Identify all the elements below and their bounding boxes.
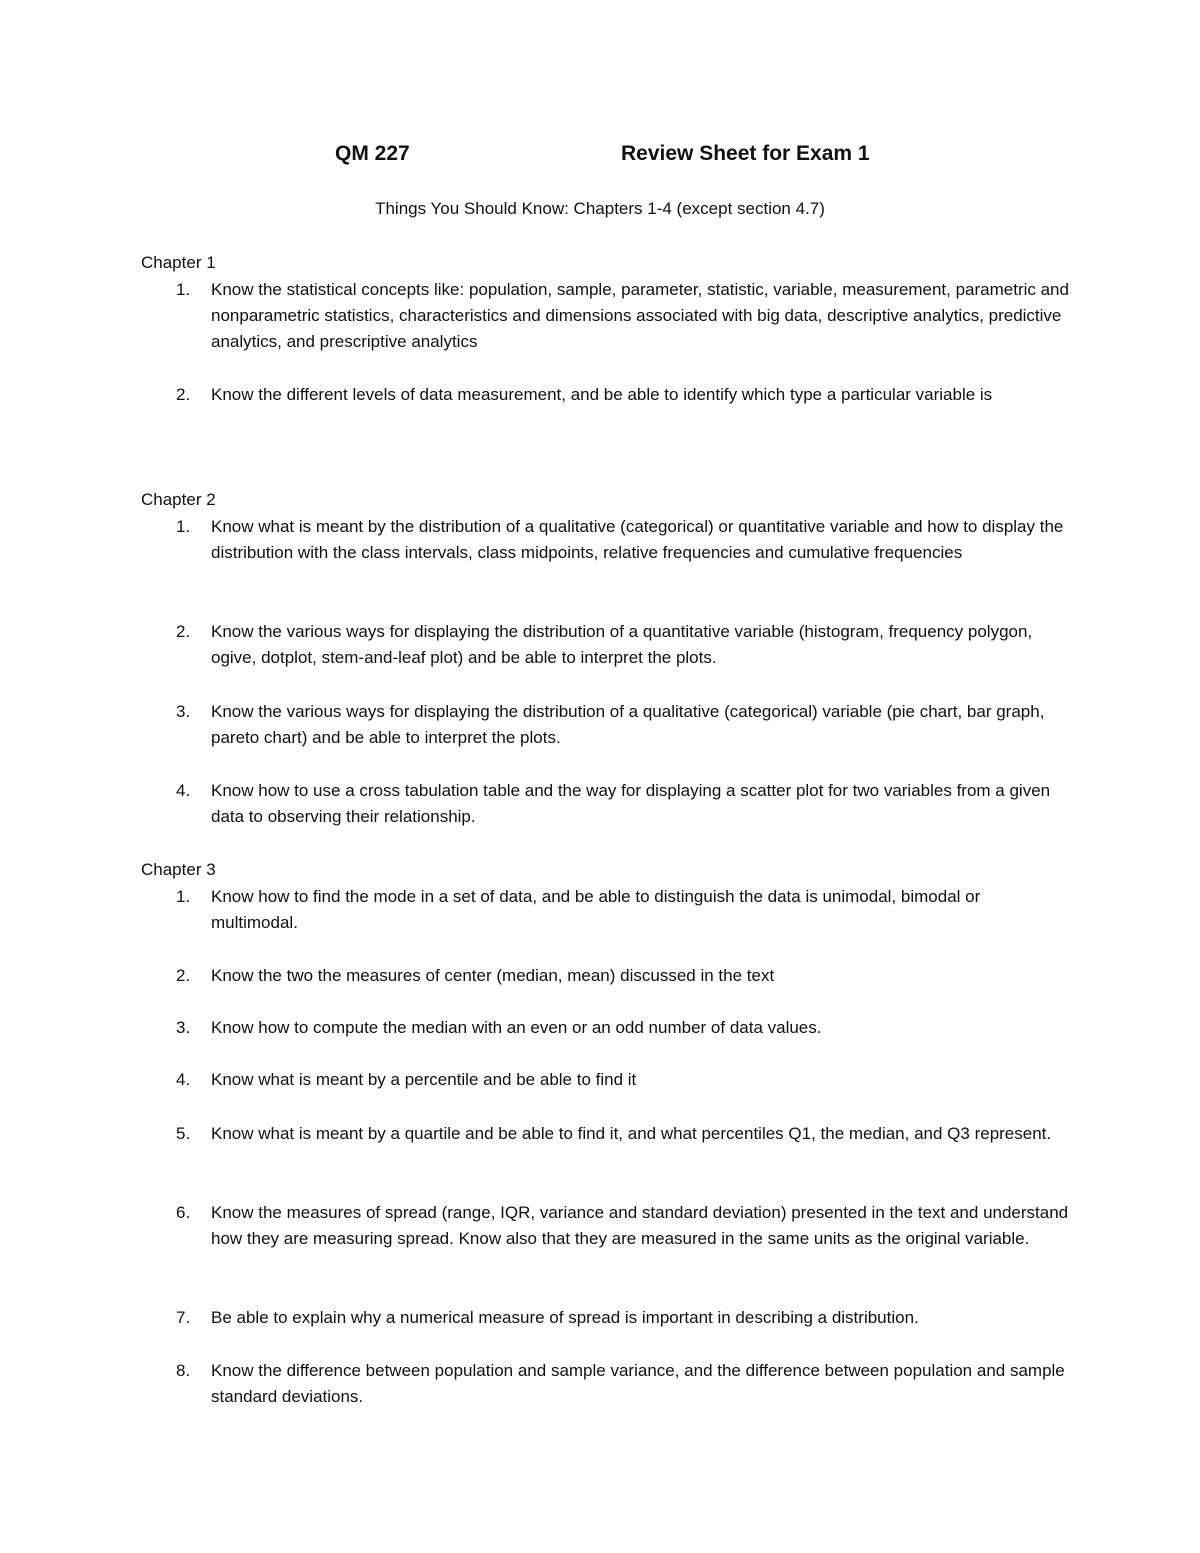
item-text: Know the statistical concepts like: population, sample, parameter, statistic, variable, measurement, parametric and nonparametric statistics, characteristics and dimensions associated with big data, descriptive analytics, predictive analytics, and prescriptive analytics bbox=[211, 280, 1069, 351]
item-text: Know the two the measures of center (median, mean) discussed in the text bbox=[211, 966, 775, 985]
item-number: 8. bbox=[176, 1361, 191, 1380]
item-number: 5. bbox=[176, 1124, 191, 1143]
item-number: 6. bbox=[176, 1203, 191, 1222]
item-text: Know the various ways for displaying the distribution of a quantitative variable (histogram, frequency polygon, ogive, dotplot, stem-and-leaf plot) and be able to interpret the plots. bbox=[211, 622, 1033, 667]
title-row bbox=[0, 142, 1200, 172]
item-number: 1. bbox=[176, 280, 191, 299]
item-number: 1. bbox=[176, 887, 191, 906]
item-number: 2. bbox=[176, 622, 191, 641]
item-number: 4. bbox=[176, 781, 191, 800]
item-number: 2. bbox=[176, 385, 191, 404]
item-text: Know what is meant by a quartile and be able to find it, and what percentiles Q1, the median, and Q3 represent. bbox=[211, 1124, 1052, 1143]
item-number: 1. bbox=[176, 517, 191, 536]
chapter-heading: Chapter 3 bbox=[141, 860, 216, 879]
item-text: Know how to find the mode in a set of data, and be able to distinguish the data is unimodal, bimodal or multimodal. bbox=[211, 887, 981, 932]
item-number: 3. bbox=[176, 702, 191, 721]
item-number: 3. bbox=[176, 1018, 191, 1037]
item-text: Know how to use a cross tabulation table and the way for displaying a scatter plot for two variables from a given data to observing their relationship. bbox=[211, 781, 1051, 826]
item-number: 7. bbox=[176, 1308, 191, 1327]
item-text: Know the various ways for displaying the distribution of a qualitative (categorical) variable (pie chart, bar graph, pareto chart) and be able to interpret the plots. bbox=[211, 702, 1045, 747]
item-number: 4. bbox=[176, 1070, 191, 1089]
page-title: Review Sheet for Exam 1 bbox=[621, 142, 870, 165]
subtitle: Things You Should Know: Chapters 1-4 (except section 4.7) bbox=[375, 199, 825, 218]
item-text: Know what is meant by a percentile and be able to find it bbox=[211, 1070, 637, 1089]
item-text: Know how to compute the median with an even or an odd number of data values. bbox=[211, 1018, 822, 1037]
item-number: 2. bbox=[176, 966, 191, 985]
item-text: Be able to explain why a numerical measure of spread is important in describing a distribution. bbox=[211, 1308, 919, 1327]
chapter-heading: Chapter 2 bbox=[141, 490, 216, 509]
item-text: Know what is meant by the distribution of a qualitative (categorical) or quantitative variable and how to display the distribution with the class intervals, class midpoints, relative frequencies and cumulative frequencies bbox=[211, 517, 1064, 562]
item-text: Know the difference between population and sample variance, and the difference between population and sample standard deviations. bbox=[211, 1361, 1065, 1406]
item-text: Know the different levels of data measurement, and be able to identify which type a particular variable is bbox=[211, 385, 993, 404]
chapter-heading: Chapter 1 bbox=[141, 253, 216, 272]
item-text: Know the measures of spread (range, IQR, variance and standard deviation) presented in the text and understand how they are measuring spread. Know also that they are measured in the same units as the original variable. bbox=[211, 1203, 1069, 1248]
course-code: QM 227 bbox=[335, 142, 410, 165]
